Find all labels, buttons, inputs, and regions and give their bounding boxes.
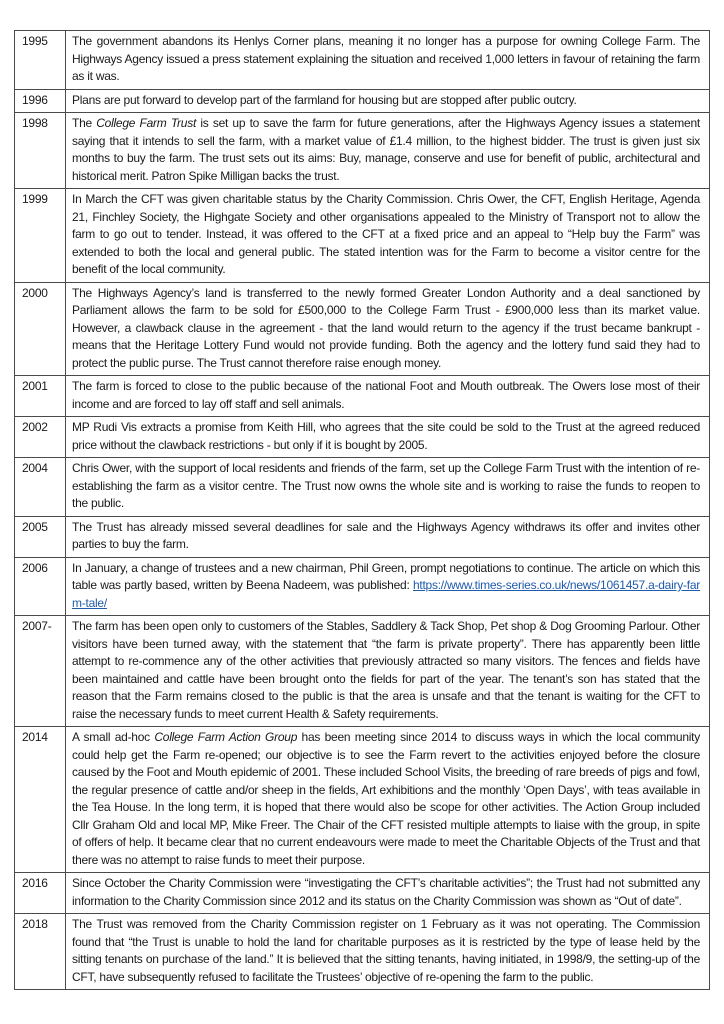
year-cell: 1999 <box>15 189 66 283</box>
year-cell: 2007- <box>15 616 66 727</box>
year-cell: 2014 <box>15 727 66 873</box>
year-cell: 2018 <box>15 914 66 990</box>
event-cell <box>66 616 710 727</box>
year-cell: 1995 <box>15 31 66 90</box>
event-text: In January, a change of trustees and a new chairman, Phil Green, prompt negotiations to continue. The article on which this table was partly based, written by Beena Nadeem, was published: <box>72 560 700 592</box>
year-cell: 2000 <box>15 282 66 376</box>
event-cell <box>66 189 710 283</box>
table-row <box>15 727 710 873</box>
event-text: The government abandons its Henlys Corner plans, meaning it no longer has a purpose for owning College Farm. The Highways Agency issued a press statement explaining the situation and received 1,000 letters in favour of retaining the farm as it was. <box>72 34 700 83</box>
table-row <box>15 557 710 616</box>
event-text: A small ad-hoc <box>72 730 155 744</box>
event-cell <box>66 914 710 990</box>
table-row <box>15 616 710 727</box>
event-text: Since October the Charity Commission were “investigating the CFT’s charitable activities”; the Trust had not submitted any information to the Charity Commission since 2012 and its status on the Charity Commission was shown as “Out of date”. <box>72 876 700 908</box>
table-row <box>15 189 710 283</box>
year-cell: 2005 <box>15 516 66 557</box>
event-cell <box>66 376 710 417</box>
table-row <box>15 282 710 376</box>
event-text: The Trust was removed from the Charity Commission register on 1 February as it was not operating. The Commission found that “the Trust is unable to hold the land for charitable purposes as it is restricted by the type of lease held by the sitting tenants on purchase of the land.” It is believed that the sitting tenants, having initiated, in 1998/9, the setting-up of the CFT, have subsequently refused to facilitate the Trustees’ objective of re-opening the farm to the public. <box>72 917 700 984</box>
event-text: MP Rudi Vis extracts a promise from Keith Hill, who agrees that the site could be sold to the Trust at the agreed reduced price without the clawback restrictions - but only if it is bought by 2005. <box>72 420 700 452</box>
event-text: Plans are put forward to develop part of the farmland for housing but are stopped after public outcry. <box>72 92 577 107</box>
event-cell <box>66 282 710 376</box>
timeline-rows <box>15 31 710 990</box>
year-cell: 1998 <box>15 113 66 189</box>
italic-text: College Farm Trust <box>96 116 197 130</box>
event-cell <box>66 417 710 458</box>
event-cell <box>66 516 710 557</box>
table-row <box>15 417 710 458</box>
event-text: The farm has been open only to customers of the Stables, Saddlery & Tack Shop, Pet shop & Dog Grooming Parlour. Other visitors have been turned away, with the statement that “the farm is private property”. There has apparently been little attempt to re-commence any of the other activities that previously attracted so many visitors. The fences and fields have been maintained and cattle have been brought onto the fields for part of the year. The tenant’s son has stated that the reason that the Farm remains closed to the public is that the area is unsafe and that the tenant is waiting for the CFT to raise the necessary funds to meet current Health & Safety requirements. <box>72 619 700 721</box>
event-text: Chris Ower, with the support of local residents and friends of the farm, set up the College Farm Trust with the intention of re-establishing the farm as a visitor centre. The Trust now owns the whole site and is working to raise the funds to reopen to the public. <box>72 461 700 510</box>
table-row <box>15 113 710 189</box>
table-row <box>15 914 710 990</box>
event-text: In March the CFT was given charitable status by the Charity Commission. Chris Ower, the CFT, English Heritage, Agenda 21, Finchley Society, the Highgate Society and other organisations appealed to the Ministry of Transport not to allow the farm to go out to tender. Instead, it was offered to the CFT at a fixed price and an appeal to “Help buy the Farm” was extended to both the local and general public. The stated intention was for the Farm to become a visitor centre for the benefit of the local community. <box>72 192 700 276</box>
event-cell <box>66 727 710 873</box>
year-cell: 2016 <box>15 873 66 914</box>
italic-text: College Farm Action Group <box>154 730 298 744</box>
year-cell: 2001 <box>15 376 66 417</box>
event-text: The Highways Agency’s land is transferred to the newly formed Greater London Authority and a deal sanctioned by Parliament allows the farm to be sold for £500,000 to the College Farm Trust - £900,000 less than its market value. However, a clawback clause in the agreement - that the land would return to the agency if the trust became bankrupt - means that the Heritage Lottery Fund would not provide funding. Both the agency and the lottery fund said they had to protect the public purse. The Trust cannot therefore raise enough money. <box>72 285 700 370</box>
year-cell: 2004 <box>15 458 66 517</box>
event-text: is set up to save the farm for future generations, after the Highways Agency issues a statement saying that it intends to sell the farm, with a market value of £1.4 million, to the highest bidder. The trust is given just six months to buy the farm. The trust sets out its aims: Buy, manage, conserve and use for benefit of public, architectural and historical merit. Patron Spike Milligan backs the trust. <box>72 116 700 183</box>
event-text: has been meeting since 2014 to discuss ways in which the local community could help get the Farm re-opened; our objective is to see the Farm revert to the activities enjoyed before the closure caused by the Foot and Mouth epidemic of 2001. These included School Visits, the breeding of rare breeds of pigs and fowl, the regular presence of cattle and/or sheep in the fields, Art exhibitions and the monthly ‘Open Days’, with teas available in the Tea House. In the long term, it is hoped that there would also be scope for other activities. The Action Group included Cllr Graham Old and local MP, Mike Freer. The Chair of the CFT resisted multiple attempts to liaise with the group, in spite of offers of help. It became clear that no current endeavours were made to meet the Charitable Objects of the Trust and that there was no attempt to raise funds to meet their purpose. <box>72 730 701 867</box>
event-cell <box>66 89 710 113</box>
event-cell <box>66 113 710 189</box>
article-link[interactable]: https://www.times-series.co.uk/news/1061457.a-dairy-farm-tale/ <box>72 578 700 610</box>
table-row <box>15 873 710 914</box>
event-text: The Trust has already missed several deadlines for sale and the Highways Agency withdraws its offer and invites other parties to buy the farm. <box>72 519 700 551</box>
year-cell: 2006 <box>15 557 66 616</box>
table-row <box>15 376 710 417</box>
year-cell: 2002 <box>15 417 66 458</box>
table-row <box>15 516 710 557</box>
table-row <box>15 458 710 517</box>
table-row <box>15 31 710 90</box>
event-text: The farm is forced to close to the public because of the national Foot and Mouth outbreak. The Owers lose most of their income and are forced to lay off staff and sell animals. <box>72 379 700 411</box>
timeline-table <box>14 30 710 990</box>
event-cell <box>66 31 710 90</box>
table-row <box>15 89 710 113</box>
event-text: The <box>72 116 97 130</box>
event-cell <box>66 458 710 517</box>
event-cell <box>66 557 710 616</box>
event-cell <box>66 873 710 914</box>
year-cell: 1996 <box>15 89 66 113</box>
